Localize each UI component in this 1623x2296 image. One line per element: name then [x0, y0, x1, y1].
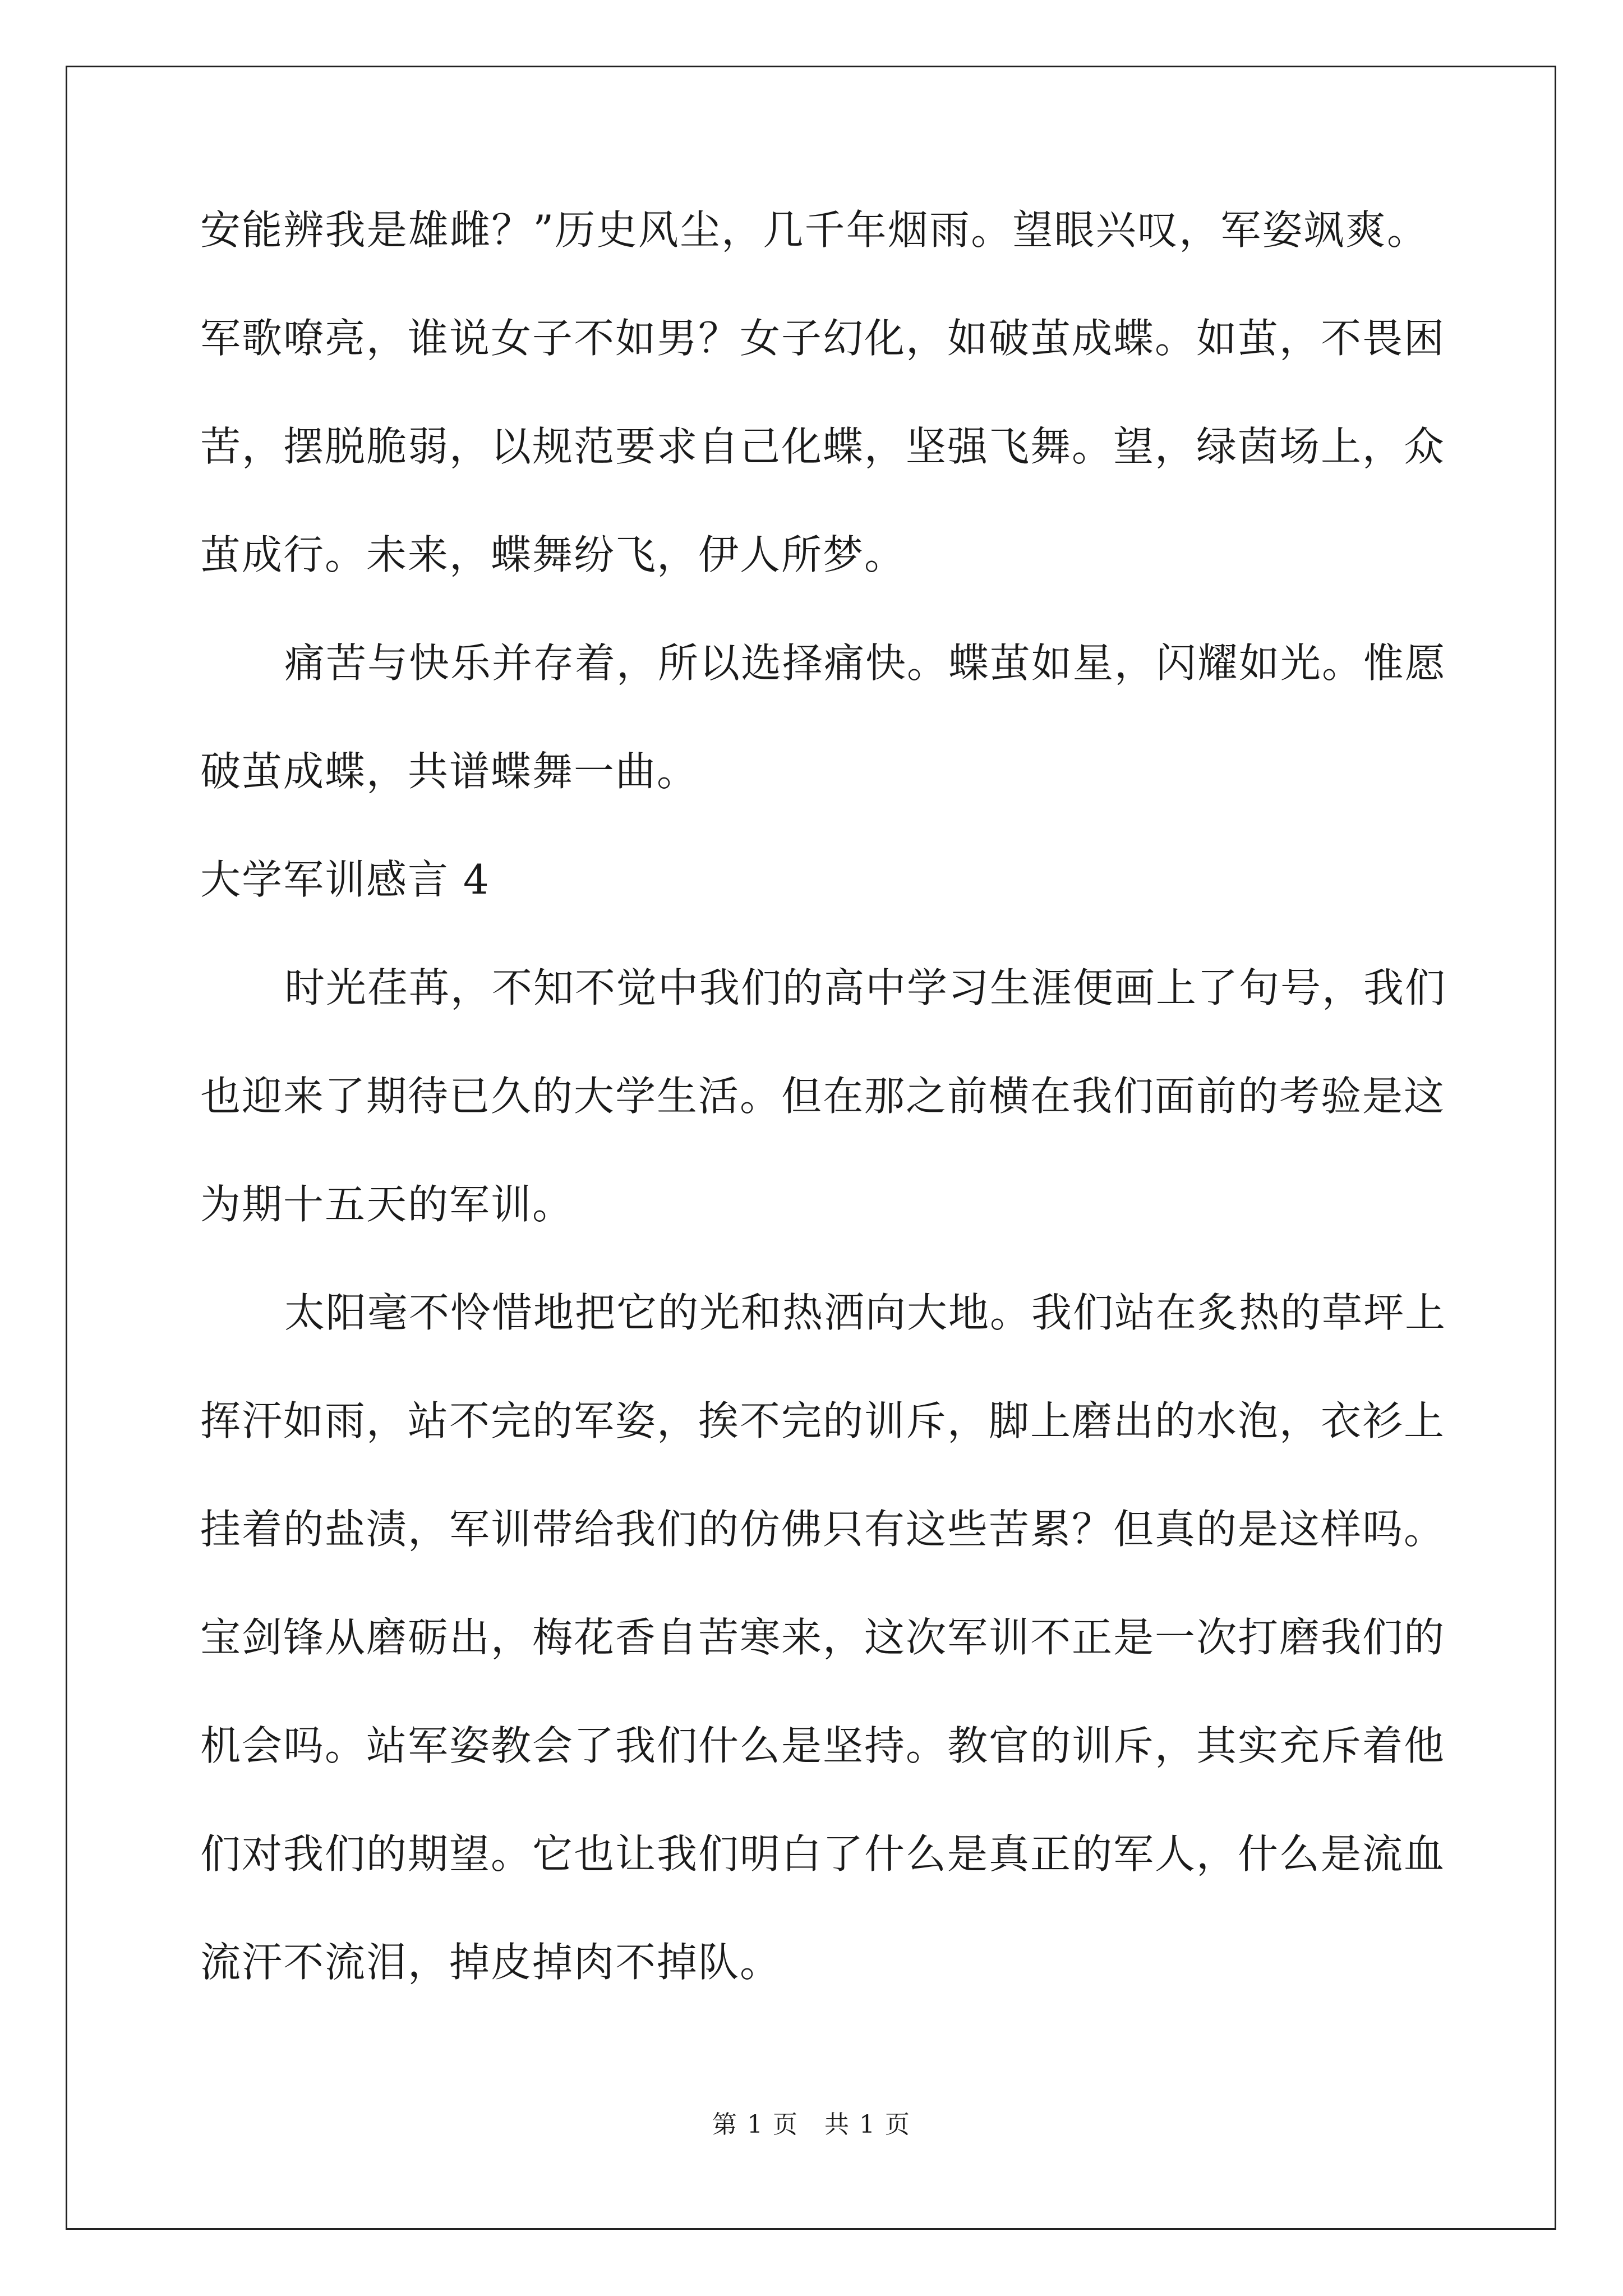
section-heading: 大学军训感言 4	[200, 856, 490, 903]
text-line: 安能辨我是雄雌？”历史风尘，几千年烟雨。望眼兴叹，军姿飒爽。	[200, 206, 1428, 254]
text-line: 们对我们的期望。它也让我们明白了什么是真正的军人，什么是流血	[200, 1830, 1446, 1878]
text-line: 破茧成蝶，共谱蝶舞一曲。	[200, 748, 699, 795]
text-line: 流汗不流泪，掉皮掉肉不掉队。	[200, 1939, 782, 1986]
text-line: 太阳毫不怜惜地把它的光和热洒向大地。我们站在炙热的草坪上	[284, 1289, 1447, 1336]
text-line: 时光荏苒，不知不觉中我们的高中学习生涯便画上了句号，我们	[284, 964, 1447, 1011]
text-line: 军歌嘹亮，谁说女子不如男？女子幻化，如破茧成蝶。如茧，不畏困	[200, 315, 1446, 362]
text-line: 为期十五天的军训。	[200, 1181, 574, 1228]
text-line: 痛苦与快乐并存着，所以选择痛快。蝶茧如星，闪耀如光。惟愿	[284, 639, 1447, 687]
document-body	[200, 202, 1447, 1990]
text-line: 茧成行。未来，蝶舞纷飞，伊人所梦。	[200, 531, 906, 578]
text-line: 宝剑锋从磨砺出，梅花香自苦寒来，这次军训不正是一次打磨我们的	[200, 1614, 1446, 1661]
text-line: 苦，摆脱脆弱，以规范要求自己化蝶，坚强飞舞。望，绿茵场上，众	[200, 423, 1446, 470]
text-line: 挂着的盐渍，军训带给我们的仿佛只有这些苦累？但真的是这样吗。	[200, 1506, 1446, 1553]
paragraph	[200, 1285, 1447, 1990]
text-line: 挥汗如雨，站不完的军姿，挨不完的训斥，脚上磨出的水泡，衣衫上	[200, 1397, 1446, 1444]
text-line: 机会吗。站军姿教会了我们什么是坚持。教官的训斥，其实充斥着他	[200, 1722, 1446, 1769]
paragraph	[200, 635, 1447, 799]
page-footer: 第 1 页 共 1 页	[712, 2110, 911, 2139]
paragraph	[200, 202, 1446, 583]
paragraph	[200, 960, 1447, 1232]
text-line: 也迎来了期待已久的大学生活。但在那之前横在我们面前的考验是这	[200, 1073, 1446, 1120]
